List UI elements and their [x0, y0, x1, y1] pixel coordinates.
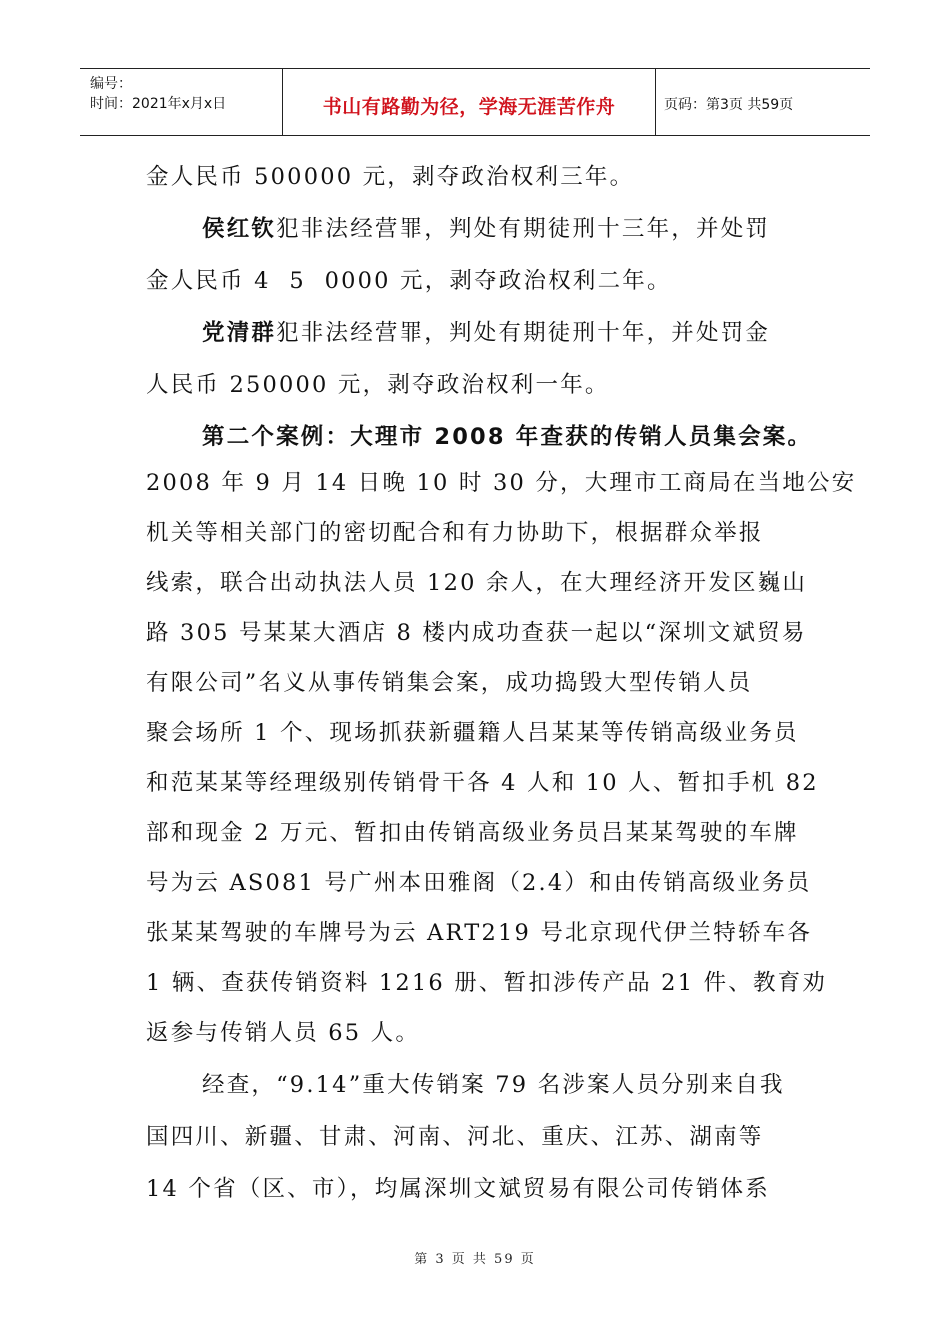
paragraph-line: 路 305 号某某大酒店 8 楼内成功查获一起以“深圳文斌贸易	[146, 620, 807, 646]
defendant-name: 侯红钦	[202, 216, 277, 242]
header-page-cell	[656, 69, 870, 135]
paragraph-line	[202, 316, 770, 350]
paragraph-line: 张某某驾驶的车牌号为云 ART219 号北京现代伊兰特轿车各	[146, 920, 813, 946]
paragraph-line: 金人民币 4 5 0000 元，剥夺政治权利二年。	[146, 268, 672, 294]
header-meta-cell	[80, 69, 283, 135]
paragraph-line: 线索，联合出动执法人员 120 余人，在大理经济开发区巍山	[146, 570, 808, 596]
paragraph-line	[202, 212, 770, 246]
paragraph-line: 返参与传销人员 65 人。	[146, 1020, 421, 1046]
paragraph-line: 1 辆、查获传销资料 1216 册、暂扣涉传产品 21 件、教育劝	[146, 970, 828, 996]
paragraph-line: 经查，“9.14”重大传销案 79 名涉案人员分别来自我	[202, 1072, 785, 1098]
header-motto: 书山有路勤为径，学海无涯苦作舟	[322, 96, 616, 118]
paragraph-line: 金人民币 500000 元，剥夺政治权利三年。	[146, 164, 635, 190]
paragraph-line: 和范某某等经理级别传销骨干各 4 人和 10 人、暂扣手机 82	[146, 770, 819, 796]
sentence-text: 犯非法经营罪，判处有期徒刑十三年，并处罚	[276, 216, 771, 242]
paragraph-line: 部和现金 2 万元、暂扣由传销高级业务员吕某某驾驶的车牌	[146, 820, 799, 846]
doc-number-label: 编号：	[90, 76, 132, 92]
defendant-name: 党清群	[202, 320, 277, 346]
header-motto-cell	[283, 69, 656, 135]
document-header	[80, 68, 870, 136]
paragraph-line: 人民币 250000 元，剥夺政治权利一年。	[146, 372, 610, 398]
sentence-text: 犯非法经营罪，判处有期徒刑十年，并处罚金	[276, 320, 771, 346]
paragraph-line: 聚会场所 1 个、现场抓获新疆籍人吕某某等传销高级业务员	[146, 720, 799, 746]
paragraph-line: 号为云 AS081 号广州本田雅阁（2.4）和由传销高级业务员	[146, 870, 812, 896]
paragraph-line: 机关等相关部门的密切配合和有力协助下，根据群众举报	[146, 520, 764, 546]
doc-time-label: 时间：2021年x月x日	[90, 96, 227, 112]
case-heading: 第二个案例：大理市 2008 年查获的传销人员集会案。	[202, 424, 813, 450]
paragraph-line: 14 个省（区、市），均属深圳文斌贸易有限公司传销体系	[146, 1176, 770, 1202]
paragraph-line: 国四川、新疆、甘肃、河南、河北、重庆、江苏、湖南等	[146, 1124, 764, 1150]
header-page-info: 页码：第3页 共59页	[664, 97, 794, 113]
page-footer: 第 3 页 共 59 页	[414, 1252, 536, 1267]
paragraph-line: 有限公司”名义从事传销集会案，成功捣毁大型传销人员	[146, 670, 753, 696]
paragraph-line: 2008 年 9 月 14 日晚 10 时 30 分，大理市工商局在当地公安	[146, 470, 857, 496]
